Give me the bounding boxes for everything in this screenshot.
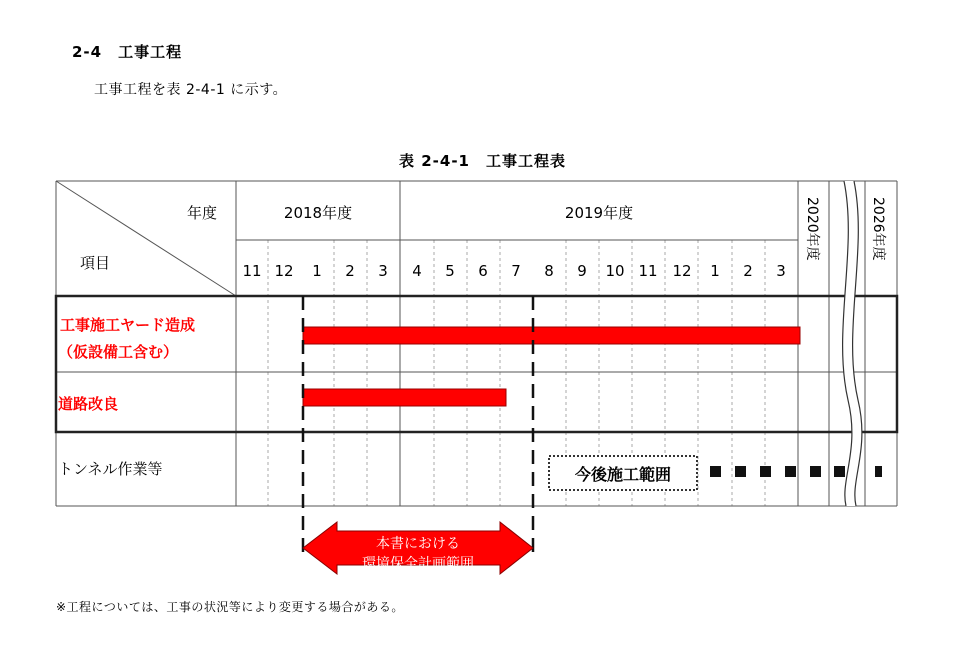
month-label: 9 bbox=[577, 262, 587, 280]
bar-road-improvement bbox=[303, 389, 506, 406]
table-caption: 表 2-4-1 工事工程表 bbox=[399, 152, 566, 170]
fy2020-label: 2020年度 bbox=[804, 197, 820, 261]
month-labels bbox=[242, 262, 785, 280]
future-range-label: 今後施工範囲 bbox=[574, 465, 672, 484]
corner-diagonal bbox=[56, 181, 236, 296]
month-label: 3 bbox=[378, 262, 388, 280]
scope-arrow-line1: 本書における bbox=[376, 536, 460, 552]
row-label-road: 道路改良 bbox=[58, 395, 119, 413]
month-label: 2 bbox=[345, 262, 355, 280]
month-label: 3 bbox=[776, 262, 786, 280]
corner-year-label: 年度 bbox=[186, 204, 217, 222]
corner-item-label: 項目 bbox=[80, 254, 111, 272]
fy2026-label: 2026年度 bbox=[870, 197, 886, 261]
fy2018-label: 2018年度 bbox=[283, 204, 353, 222]
fy2019-label: 2019年度 bbox=[564, 204, 634, 222]
footnote: ※工程については、工事の状況等により変更する場合がある。 bbox=[56, 600, 404, 614]
month-label: 12 bbox=[274, 262, 294, 280]
month-label: 12 bbox=[672, 262, 692, 280]
month-label: 5 bbox=[445, 262, 455, 280]
month-label: 6 bbox=[478, 262, 488, 280]
row-label-yard-line2: （仮設備工含む） bbox=[58, 343, 179, 361]
month-label: 1 bbox=[710, 262, 720, 280]
break-marker bbox=[843, 181, 862, 506]
row-label-tunnel: トンネル作業等 bbox=[58, 460, 163, 478]
month-label: 11 bbox=[242, 262, 262, 280]
intro-text: 工事工程を表 2-4-1 に示す。 bbox=[94, 82, 288, 98]
month-label: 2 bbox=[743, 262, 753, 280]
month-label: 4 bbox=[412, 262, 422, 280]
month-label: 7 bbox=[511, 262, 521, 280]
row-label-yard-line1: 工事施工ヤード造成 bbox=[60, 316, 196, 334]
month-label: 11 bbox=[638, 262, 658, 280]
month-label: 8 bbox=[544, 262, 554, 280]
section-heading: 2-4 工事工程 bbox=[72, 43, 183, 61]
bar-yard-construction bbox=[303, 327, 800, 344]
month-label: 1 bbox=[312, 262, 322, 280]
month-label: 10 bbox=[605, 262, 625, 280]
scope-arrow-line2: 環境保全計画範囲 bbox=[362, 556, 474, 572]
